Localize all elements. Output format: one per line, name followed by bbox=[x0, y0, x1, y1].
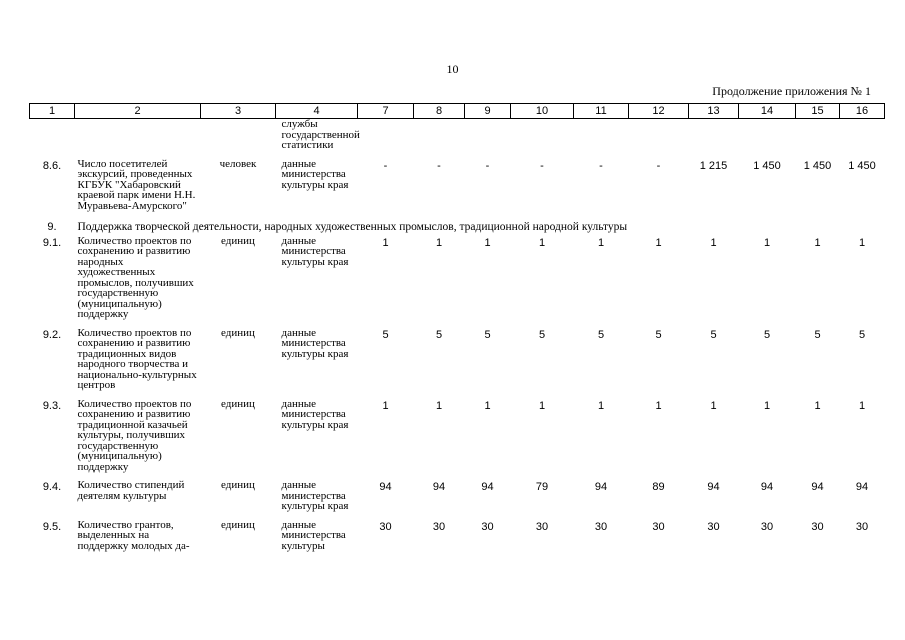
value-cell: 1 bbox=[484, 399, 491, 412]
unit-cell: человек bbox=[219, 157, 257, 170]
value-cell: 1 bbox=[538, 399, 546, 412]
value-cell: 94 bbox=[594, 481, 608, 493]
value-cell: 5 bbox=[435, 328, 443, 341]
indicators-table bbox=[29, 103, 885, 559]
unit-cell: единиц bbox=[221, 326, 255, 339]
value-cell: 94 bbox=[760, 481, 774, 493]
value-cell bbox=[689, 119, 739, 159]
table-row bbox=[30, 480, 885, 520]
indicator-name bbox=[75, 119, 201, 159]
value-cell: 89 bbox=[652, 481, 665, 493]
source-cell: данные министерства культуры края bbox=[281, 326, 349, 360]
value-cell bbox=[739, 119, 796, 159]
row-number bbox=[30, 119, 75, 159]
value-cell: 94 bbox=[481, 481, 494, 493]
table-row bbox=[30, 520, 885, 560]
header-cell: 8 bbox=[414, 104, 465, 119]
table-row bbox=[30, 119, 885, 159]
row-number: 8.6. bbox=[42, 159, 62, 172]
value-cell: 1 bbox=[814, 236, 821, 249]
value-cell: 1 bbox=[655, 399, 662, 412]
value-cell: 5 bbox=[710, 328, 717, 341]
value-cell: 5 bbox=[763, 328, 771, 341]
value-cell: 30 bbox=[707, 520, 720, 533]
value-cell: 1 bbox=[435, 399, 443, 412]
value-cell: 1 bbox=[710, 399, 717, 412]
page-number: 10 bbox=[446, 62, 459, 76]
header-cell: 7 bbox=[358, 104, 414, 119]
value-cell: 1 bbox=[484, 236, 491, 249]
value-cell: 94 bbox=[379, 481, 392, 493]
header-row bbox=[30, 104, 885, 119]
header-cell: 1 bbox=[30, 104, 75, 119]
value-cell: 1 450 bbox=[848, 159, 876, 172]
value-cell: 1 bbox=[382, 399, 389, 412]
header-cell: 4 bbox=[276, 104, 358, 119]
value-cell bbox=[840, 119, 885, 159]
source-cell: данные министерства культуры края bbox=[281, 397, 349, 431]
value-cell: 1 bbox=[858, 399, 866, 412]
indicator-name: Количество проектов по сохранению и развитию традиционных видов народного творчества и национально-культурных центров bbox=[77, 326, 197, 391]
value-cell: 5 bbox=[538, 328, 546, 341]
table-row bbox=[30, 328, 885, 399]
indicator-name: Количество грантов, выделенных на поддержку молодых да- bbox=[77, 518, 190, 552]
row-number: 9.4. bbox=[42, 481, 62, 493]
value-cell: 94 bbox=[707, 481, 720, 493]
value-cell bbox=[414, 119, 465, 159]
value-cell: 79 bbox=[535, 481, 549, 493]
value-cell: 1 450 bbox=[803, 159, 832, 172]
unit-cell: единиц bbox=[221, 397, 255, 410]
source-cell: данные министерства культуры края bbox=[281, 157, 349, 191]
value-cell: 1 bbox=[763, 399, 771, 412]
header-cell: 13 bbox=[689, 104, 739, 119]
value-cell: 5 bbox=[484, 328, 491, 341]
value-cell: 1 450 bbox=[753, 159, 781, 172]
row-number: 9.2. bbox=[42, 328, 62, 341]
row-number: 9.3. bbox=[42, 399, 62, 412]
continuation-label: Продолжение приложения № 1 bbox=[712, 84, 871, 98]
value-cell: 1 bbox=[710, 236, 717, 249]
section-number: 9. bbox=[47, 221, 57, 233]
value-cell: 5 bbox=[597, 328, 605, 341]
indicator-name: Количество проектов по сохранению и развитию народных художественных промыслов, получивших государственную (муниципальную) поддержку bbox=[77, 234, 194, 320]
value-cell: 30 bbox=[594, 520, 608, 533]
row-number: 9.1. bbox=[42, 236, 62, 249]
header-cell: 9 bbox=[465, 104, 511, 119]
header-cell: 15 bbox=[796, 104, 840, 119]
value-cell bbox=[358, 119, 414, 159]
value-cell: 1 bbox=[655, 236, 662, 249]
header-cell: 3 bbox=[201, 104, 276, 119]
unit-cell: единиц bbox=[221, 479, 255, 491]
value-cell: 5 bbox=[858, 328, 866, 341]
value-cell: 94 bbox=[855, 481, 869, 493]
indicator-name: Число посетителей экскурсий, проведенных КГБУК "Хабаровский краевой парк имени Н.Н. Муравьева-Амурского" bbox=[77, 157, 196, 212]
header-cell: 10 bbox=[511, 104, 574, 119]
header-cell: 12 bbox=[629, 104, 689, 119]
indicator-name: Количество стипендий деятелям культуры bbox=[77, 479, 185, 502]
unit-cell: единиц bbox=[221, 234, 255, 247]
value-cell: 94 bbox=[811, 481, 824, 493]
source-cell: данные министерства культуры края bbox=[281, 234, 349, 268]
table-row bbox=[30, 159, 885, 220]
value-cell: 5 bbox=[655, 328, 662, 341]
value-cell: - bbox=[540, 159, 544, 172]
value-cell: 30 bbox=[481, 520, 494, 533]
value-cell: 1 bbox=[858, 236, 866, 249]
value-cell bbox=[465, 119, 511, 159]
source-cell: службы государственной статистики bbox=[281, 118, 360, 151]
header-cell: 16 bbox=[840, 104, 885, 119]
table-row bbox=[30, 399, 885, 481]
value-cell: 30 bbox=[760, 520, 774, 533]
value-cell bbox=[796, 119, 840, 159]
header-cell: 11 bbox=[574, 104, 629, 119]
value-cell bbox=[574, 119, 629, 159]
unit-cell: единиц bbox=[221, 518, 255, 531]
value-cell: 5 bbox=[814, 328, 821, 341]
value-cell: 30 bbox=[432, 520, 446, 533]
value-cell: - bbox=[437, 159, 441, 172]
source-cell: данные министерства культуры bbox=[281, 518, 346, 552]
value-cell: 1 bbox=[538, 236, 546, 249]
indicator-name: Количество проектов по сохранению и развитию традиционной казачьей культуры, получивших государственную (муниципальную) поддержку bbox=[77, 397, 192, 473]
value-cell: - bbox=[656, 159, 661, 172]
row-number: 9.5. bbox=[42, 520, 62, 533]
value-cell: 1 bbox=[597, 399, 605, 412]
value-cell: 1 bbox=[435, 236, 443, 249]
section-title: Поддержка творческой деятельности, народных художественных промыслов, традиционной народной культуры bbox=[77, 221, 628, 233]
value-cell: 30 bbox=[811, 520, 824, 533]
value-cell: 5 bbox=[382, 328, 389, 341]
header-cell: 14 bbox=[739, 104, 796, 119]
section-row bbox=[30, 219, 885, 236]
table-row bbox=[30, 236, 885, 328]
value-cell bbox=[629, 119, 689, 159]
source-cell: данные министерства культуры края bbox=[281, 479, 349, 512]
header-cell: 2 bbox=[75, 104, 201, 119]
value-cell: - bbox=[599, 159, 603, 172]
value-cell: 30 bbox=[652, 520, 665, 533]
value-cell: 1 bbox=[763, 236, 771, 249]
value-cell bbox=[511, 119, 574, 159]
value-cell: 1 bbox=[597, 236, 605, 249]
value-cell: 94 bbox=[432, 481, 446, 493]
value-cell: 30 bbox=[535, 520, 549, 533]
value-cell: 1 bbox=[814, 399, 821, 412]
value-cell: 1 bbox=[382, 236, 389, 249]
value-cell: 1 215 bbox=[699, 159, 728, 172]
value-cell: - bbox=[383, 159, 388, 172]
unit-cell bbox=[201, 119, 276, 159]
value-cell: 30 bbox=[379, 520, 392, 533]
value-cell: 30 bbox=[855, 520, 869, 533]
value-cell: - bbox=[485, 159, 490, 172]
